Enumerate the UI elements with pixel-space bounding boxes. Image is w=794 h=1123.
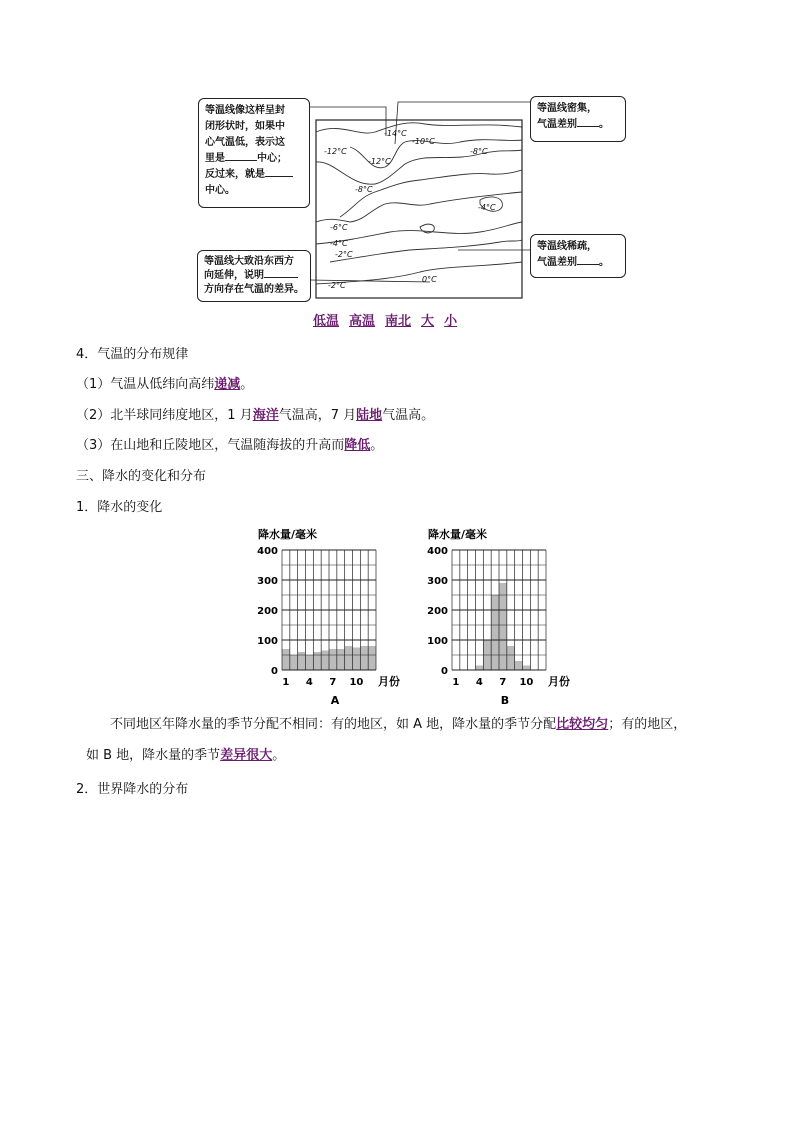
- iso-label: -4°C: [330, 239, 348, 248]
- callout-sparse-isotherm: 等温线稀疏， 气温差别 。: [530, 234, 626, 278]
- iso-label: -14°C: [384, 129, 407, 138]
- chart-ytick: 200: [257, 606, 278, 617]
- chart-bar: [353, 648, 361, 671]
- chart-title: B: [500, 694, 510, 707]
- chart-title: A: [330, 694, 340, 707]
- iso-label: -8°C: [470, 147, 488, 156]
- chart-bar: [337, 649, 345, 670]
- chart-ytick: 300: [427, 576, 448, 587]
- iso-label: -8°C: [355, 185, 373, 194]
- iso-label: -2°C: [328, 281, 346, 290]
- chart-xtick: 4: [305, 677, 313, 688]
- section3-title: 三、降水的变化和分布: [76, 469, 207, 484]
- chart-bar: [321, 651, 329, 671]
- iso-label: -2°C: [335, 250, 353, 259]
- chart-ytick: 100: [427, 636, 448, 647]
- answer: 高温: [349, 314, 376, 329]
- chart-bar: [360, 646, 368, 670]
- iso-label: -6°C: [330, 223, 348, 232]
- chart-ytick: 300: [257, 576, 278, 587]
- isotherm-answers: [313, 310, 467, 329]
- chart-ytick: 200: [427, 606, 448, 617]
- precip-paragraph-line2: 如 B 地，降水量的季节差异很大。: [86, 748, 286, 763]
- answer: 小: [444, 314, 458, 329]
- callout-closed-isotherm: 等温线像这样呈封 闭形状时，如果中 心气温低，表示这 里是 中心； 反过来，就是 中心。: [198, 98, 310, 208]
- iso-label: 0°C: [422, 275, 437, 284]
- chart-ytick: 0: [271, 666, 278, 677]
- chart-ylabel: 降水量/毫米: [428, 528, 488, 541]
- section3-sub1: 1．降水的变化: [76, 500, 163, 515]
- answer: 南北: [385, 314, 412, 329]
- iso-label: -12°C: [324, 147, 347, 156]
- chart-bar: [368, 646, 376, 670]
- chart-xlabel: 月份: [548, 675, 570, 688]
- chart-xtick: 7: [499, 677, 507, 688]
- chart-ytick: 100: [257, 636, 278, 647]
- chart-bar: [329, 649, 337, 670]
- precip-chart-a: [250, 522, 400, 710]
- iso-label: -12°C: [368, 157, 391, 166]
- chart-xtick: 7: [329, 677, 337, 688]
- section4-line3: （3）在山地和丘陵地区，气温随海拔的升高而降低。: [76, 438, 384, 453]
- iso-label: -10°C: [412, 137, 435, 146]
- callout-dense-isotherm: 等温线密集， 气温差别 。: [530, 96, 626, 142]
- chart-xtick: 1: [452, 677, 460, 688]
- precip-paragraph: 不同地区年降水量的季节分配不相同：有的地区，如 A 地，降水量的季节分配比较均匀；有的地区，: [110, 717, 687, 732]
- chart-bar: [507, 646, 515, 670]
- chart-xtick: 4: [475, 677, 483, 688]
- answer: 低温: [313, 314, 340, 329]
- chart-bar: [282, 649, 290, 670]
- callout-direction-isotherm: 等温线大致沿东西方 向延伸，说明 方向存在气温的差异。: [197, 250, 311, 302]
- chart-bar: [515, 661, 523, 670]
- chart-xtick: 10: [519, 677, 534, 688]
- section3-sub2: 2．世界降水的分布: [76, 782, 189, 797]
- precip-chart-b: [420, 522, 570, 710]
- chart-bar: [523, 666, 531, 671]
- chart-bar: [290, 655, 298, 670]
- chart-ylabel: 降水量/毫米: [258, 528, 318, 541]
- chart-xtick: 10: [349, 677, 364, 688]
- section4-title: 4．气温的分布规律: [76, 347, 189, 362]
- chart-ytick: 400: [427, 546, 448, 557]
- chart-bar: [499, 583, 507, 670]
- iso-label: -4°C: [478, 203, 496, 212]
- chart-ytick: 0: [441, 666, 448, 677]
- chart-bar: [491, 595, 499, 670]
- section4-line1: （1）气温从低纬向高纬递减。: [76, 377, 254, 392]
- section4-line2: （2）北半球同纬度地区，1 月海洋气温高，7 月陆地气温高。: [76, 408, 435, 423]
- chart-xlabel: 月份: [378, 675, 400, 688]
- chart-bar: [306, 655, 314, 670]
- chart-ytick: 400: [257, 546, 278, 557]
- answer: 大: [421, 314, 435, 329]
- chart-bar: [476, 666, 484, 671]
- chart-xtick: 1: [282, 677, 290, 688]
- chart-bar: [345, 646, 353, 670]
